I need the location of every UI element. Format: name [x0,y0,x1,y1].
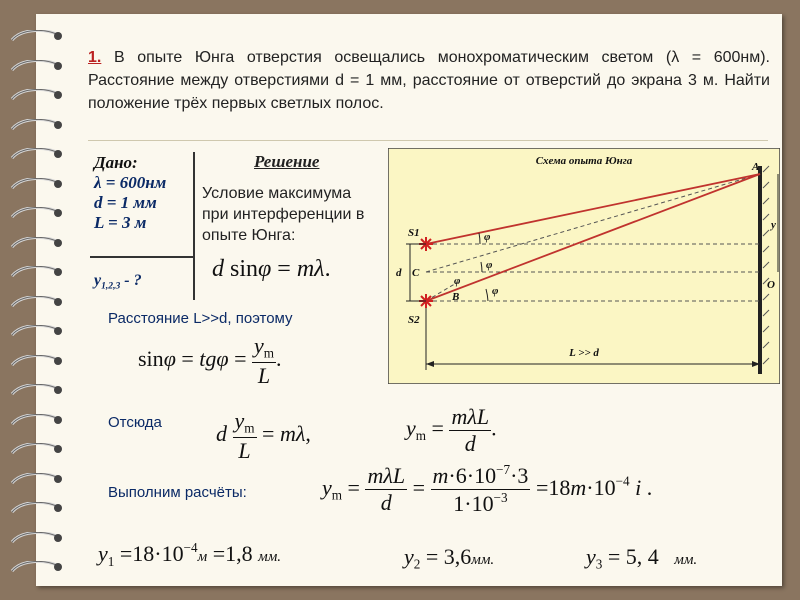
label-S2: S2 [408,314,420,326]
spiral-ring-icon [8,532,64,546]
hence-text: Отсюда [108,414,162,431]
label-S1: S1 [408,227,420,239]
given-block [94,153,166,233]
approx-text: Расстояние L>>d, поэтому [108,310,293,327]
label-L-d: L >> d [569,347,599,359]
spiral-ring-icon [8,237,64,251]
spiral-ring-icon [8,148,64,162]
solution-title: Решение [254,152,320,171]
solution-condition: Условие максимума при интерференции в опыте Юнга: [202,185,365,244]
spiral-ring-icon [8,473,64,487]
problem-number: 1. [88,49,102,66]
label-phi-3: φ [454,275,461,287]
given-lambda: λ = 600нм [94,173,167,192]
spiral-ring-icon [8,266,64,280]
result-y3: $y_3 = 5$, 4 мм. [586,544,698,572]
spiral-ring-icon [8,384,64,398]
formula-d-ym-L: d $\frac{y_m}{L}$ = mλ, [216,408,311,463]
label-A: A [752,161,760,173]
formula-ym: $y_m$ = $\frac{\text{mλL}}{d}$ . [406,404,497,456]
given-find: $y_{1,2,3}$ - ? [94,272,142,292]
spiral-ring-icon [8,325,64,339]
formula-sin-tg: sinφ = tgφ = $\frac{y_m}{L}$ . [138,333,282,388]
spiral-ring-icon [8,443,64,457]
spiral-ring-icon [8,296,64,310]
problem-statement [88,46,770,115]
label-y: y [771,219,776,231]
calc-text: Выполним расчёты: [108,484,247,501]
label-C: C [412,267,420,279]
label-O: O [767,279,775,291]
spiral-ring-icon [8,561,64,575]
formula-calculation: $y_m$ = $\frac{\text{mλL}}{d}$ = $\frac{m\cdot 6\cdot 10^{-7}\cdot 3}{1\cdot 10^{-3}}$ $=18m\cdot 10^{-4}$ і . [322,462,653,517]
label-phi-4: φ [492,285,499,297]
divider [88,140,768,141]
spiral-ring-icon [8,178,64,192]
spiral-ring-icon [8,60,64,74]
label-phi-2: φ [486,259,493,271]
spiral-ring-icon [8,30,64,44]
given-title: Дано: [94,153,138,172]
spiral-ring-icon [8,207,64,221]
diagram-title: Схема опыта Юнга [535,155,633,167]
result-y1: $y_1 =18\cdot 10^{-4}м =1,8$ мм. [98,540,282,569]
spiral-ring-icon [8,502,64,516]
given-horizontal-line [90,256,195,258]
given-vertical-line [193,152,195,300]
label-phi-1: φ [484,231,491,243]
spiral-ring-icon [8,355,64,369]
spiral-ring-icon [8,89,64,103]
spiral-ring-icon [8,414,64,428]
young-diagram [388,148,780,384]
problem-text: В опыте Юнга отверстия освещались монохроматическим светом (λ = 600нм). Расстояние между отверстиями d = 1 мм, расстояние от отверстий до экрана 3 м. Найти положение трёх первых светлых полос. [88,49,771,112]
given-L: L = 3 м [94,213,147,232]
spiral-ring-icon [8,119,64,133]
result-y2: $y_2 = 3,6мм$. [404,544,495,572]
label-d: d [396,267,402,279]
formula-max-condition: d sinφ = mλ. [212,256,331,282]
given-d: d = 1 мм [94,193,157,212]
label-B: B [452,291,460,303]
